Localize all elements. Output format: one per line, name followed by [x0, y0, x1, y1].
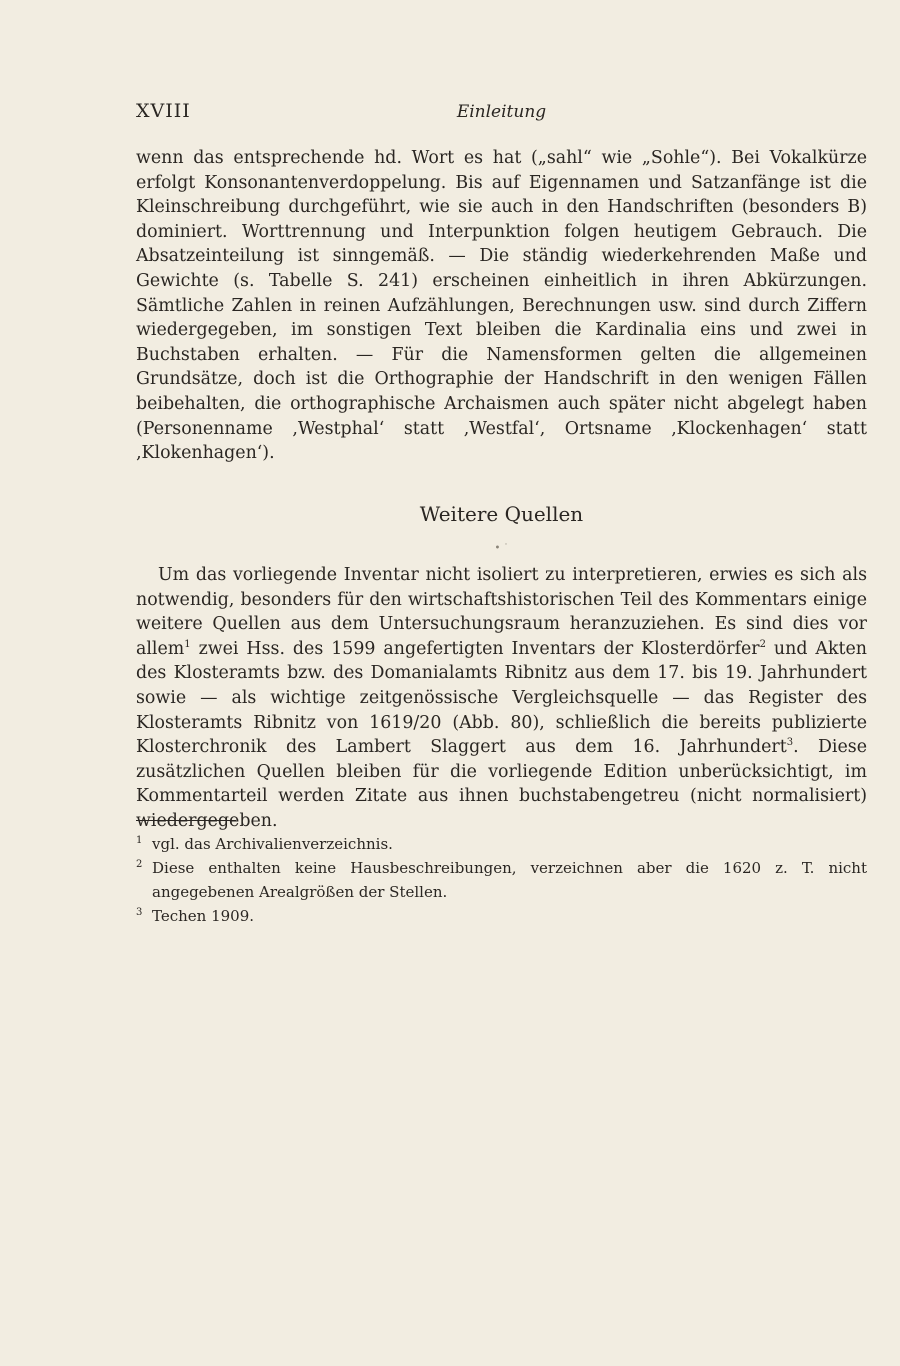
footnote-text: Diese enthalten keine Hausbeschreibungen, verzeichnen aber die 1620 z. T. nicht angegebenen Arealgrößen der Stellen.: [152, 859, 867, 901]
paragraph-2-part-3: und Akten des Klosteramts bzw. des Domanialamts Ribnitz aus dem 17. bis 19. Jahrhundert sowie — als wichtige zeitgenössische Vergleichsquelle — das Register des Klosteramts Ribnitz von 1619/20 (Abb. 80), schließlich die bereits publizierte Klosterchronik des Lambert Slaggert aus dem 16. Jahrhundert: [136, 638, 867, 758]
footnote-2: [136, 856, 867, 904]
section-ornament: • ˙: [494, 543, 509, 554]
page-header: [136, 100, 867, 130]
page-number: XVIII: [136, 100, 191, 122]
paragraph-2-part-2: zwei Hss. des 1599 angefertigten Inventars der Klosterdörfer: [190, 638, 760, 659]
footnote-ref-2: 2: [759, 638, 766, 650]
footnote-text: Techen 1909.: [152, 907, 255, 925]
footnote-1: [136, 832, 867, 856]
running-title: Einleitung: [456, 102, 547, 122]
paragraph-1: [136, 146, 867, 466]
footnote-mark: 3: [136, 907, 143, 918]
footnote-mark: 2: [136, 859, 143, 870]
footnote-ref-3: 3: [786, 737, 794, 749]
footnote-rule: [136, 820, 236, 821]
footnotes: [136, 832, 867, 928]
paragraph-2-part-1: Um das vorliegende Inventar nicht isoliert zu interpretieren, erwies es sich als notwendig, besonders für den wirtschaftshistorischen Teil des Kommentars einige weitere Quellen aus dem Untersuchungsraum heranzuziehen. Es sind dies vor allem: [136, 565, 867, 659]
footnote-ref-1: 1: [184, 638, 191, 650]
footnote-mark: 1: [136, 835, 143, 846]
paragraph-2-part-4: . Diese zusätzlichen Quellen bleiben für die vorliegende Edition unberücksichtigt, im Kommentarteil werden Zitate aus ihnen buchstabengetreu (nicht normalisiert) wiedergegeben.: [136, 737, 867, 831]
footnote-3: [136, 904, 867, 928]
paragraph-2-text: [136, 563, 867, 834]
footnote-text: vgl. das Archivalienverzeichnis.: [152, 835, 393, 853]
paragraph-1-text: wenn das entsprechende hd. Wort es hat („sahl“ wie „Sohle“). Bei Vokalkürze erfolgt Konsonantenverdoppelung. Bis auf Eigennamen und Satzanfänge ist die Kleinschreibung durchgeführt, wie sie auch in den Handschriften (besonders B) dominiert. Worttrennung und Interpunktion folgen heutigem Gebrauch. Die Absatzeinteilung ist sinngemäß. — Die ständig wiederkehrenden Maße und Gewichte (s. Tabelle S. 241) erscheinen einheitlich in ihren Abkürzungen. Sämtliche Zahlen in reinen Aufzählungen, Berechnungen usw. sind durch Ziffern wiedergegeben, im sonstigen Text bleiben die Kardinalia eins und zwei in Buchstaben erhalten. — Für die Namensformen gelten die allgemeinen Grundsätze, doch ist die Orthographie der Handschrift in den wenigen Fällen beibehalten, die orthographische Archaismen auch später nicht abgelegt haben (Personenname ‚Westphal‘ statt ‚Westfal‘, Ortsname ‚Klockenhagen‘ statt ‚Klokenhagen‘).: [136, 148, 867, 464]
paragraph-2: [136, 563, 867, 834]
section-heading: Weitere Quellen: [419, 502, 584, 526]
